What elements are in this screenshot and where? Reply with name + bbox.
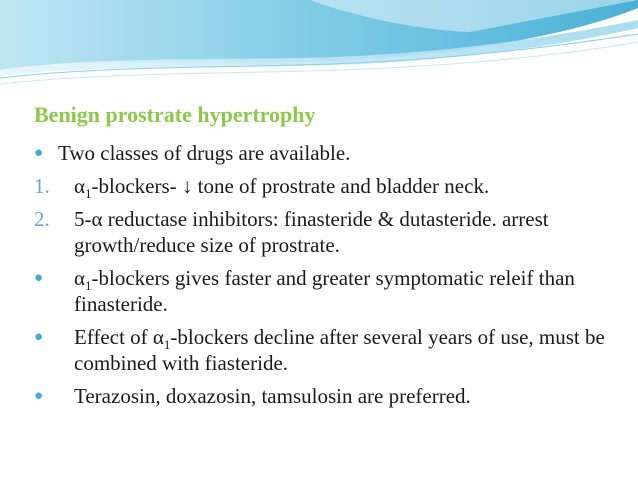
item-text: -blockers- ↓ tone of prostrate and bladder neck.	[91, 174, 490, 198]
item-text: 5-α reductase inhibitors: finasteride & dutasteride. arrest growth/reduce size of prostrate.	[74, 207, 549, 257]
item-text: Terazosin, doxazosin, tamsulosin are preferred.	[74, 384, 471, 408]
header-wave-decoration	[0, 0, 638, 90]
numbered-item-1	[32, 173, 622, 199]
subscript: 1	[163, 337, 171, 352]
bullet-icon: ●	[34, 270, 44, 286]
intro-text: Two classes of drugs are available.	[58, 141, 351, 165]
bullet-icon: ●	[34, 145, 44, 161]
bullet-item-3	[32, 383, 622, 409]
bullet-list	[32, 140, 622, 409]
item-text-before: Effect of	[74, 325, 153, 349]
subscript: 1	[85, 186, 92, 201]
item-number: 1.	[34, 174, 50, 198]
alpha-symbol: α	[74, 174, 86, 198]
subscript: 1	[85, 278, 92, 293]
item-text: -blockers gives faster and greater symptomatic releif than finasteride.	[74, 266, 575, 316]
numbered-item-2	[32, 206, 622, 258]
slide-title: Benign prostrate hypertrophy	[34, 102, 316, 127]
item-text: -blockers decline after several years of use, must be combined with fiasteride.	[74, 325, 605, 375]
bullet-item-2	[32, 324, 622, 376]
alpha-symbol: α	[74, 266, 86, 290]
alpha-symbol: α	[152, 325, 164, 349]
item-number: 2.	[34, 207, 50, 231]
bullet-icon: ●	[34, 388, 44, 404]
list-item-intro	[32, 140, 622, 166]
bullet-item-1	[32, 265, 622, 317]
bullet-icon: ●	[34, 329, 44, 345]
slide-content	[32, 100, 622, 416]
